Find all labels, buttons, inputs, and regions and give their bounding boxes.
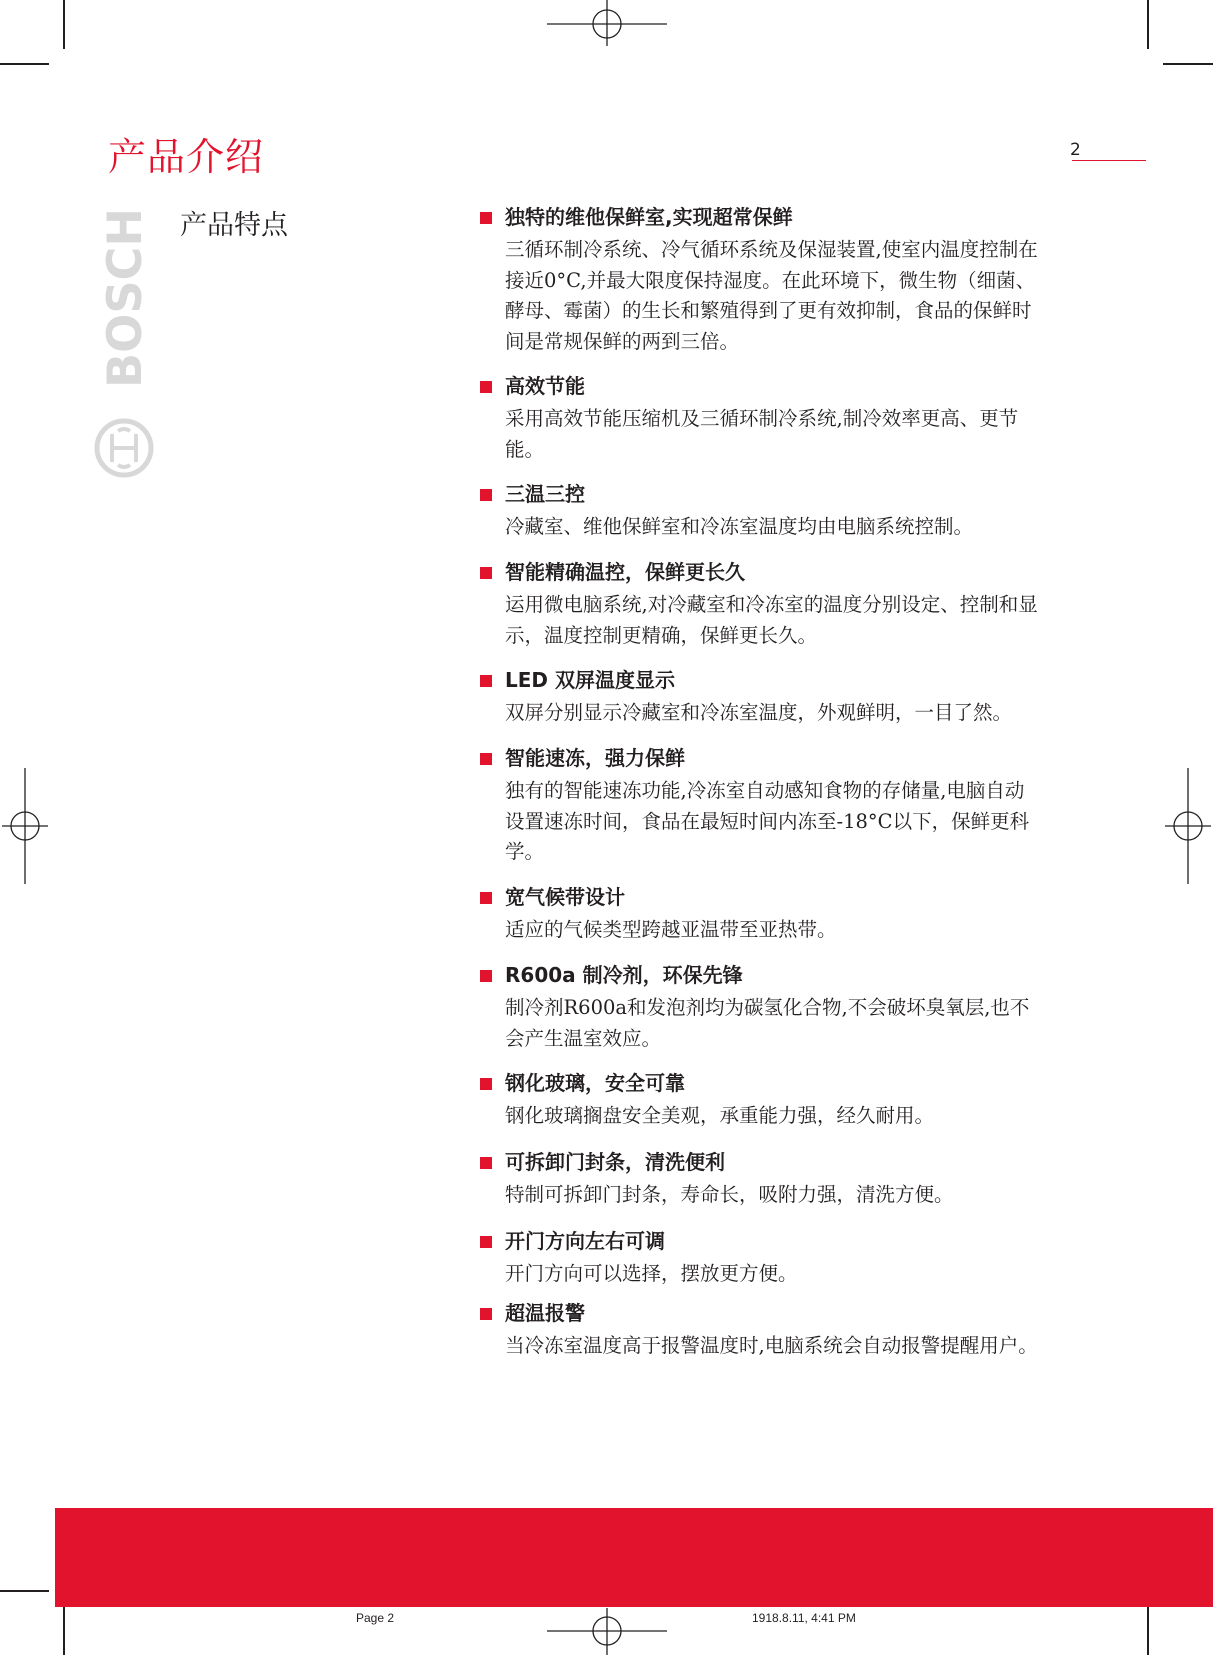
bullet-icon bbox=[480, 381, 492, 393]
feature-desc: 独有的智能速冻功能,冷冻室自动感知食物的存储量,电脑自动设置速冻时间，食品在最短时间内冻至-18°C以下，保鲜更科学。 bbox=[505, 779, 1030, 863]
registration-mark-right bbox=[1163, 766, 1213, 886]
page-number-rule bbox=[1072, 160, 1146, 161]
feature-desc: 钢化玻璃搁盘安全美观，承重能力强，经久耐用。 bbox=[505, 1104, 935, 1127]
feature-title: 钢化玻璃，安全可靠 bbox=[505, 1071, 685, 1095]
feature-desc: 特制可拆卸门封条，寿命长，吸附力强，清洗方便。 bbox=[505, 1183, 954, 1206]
feature-title: 独特的维他保鲜室,实现超常保鲜 bbox=[505, 205, 793, 229]
feature-desc: 开门方向可以选择，摆放更方便。 bbox=[505, 1262, 798, 1285]
crop-mark-top-left-h bbox=[0, 63, 49, 65]
feature-desc: 适应的气候类型跨越亚温带至亚热带。 bbox=[505, 918, 837, 941]
feature-desc: 双屏分别显示冷藏室和冷冻室温度，外观鲜明，一目了然。 bbox=[505, 701, 1013, 724]
crop-mark-top-right-v bbox=[1147, 0, 1149, 49]
bullet-icon bbox=[480, 970, 492, 982]
feature-title: 高效节能 bbox=[505, 374, 585, 398]
crop-mark-bottom-left-v bbox=[63, 1606, 65, 1655]
brand-wordmark bbox=[98, 204, 153, 390]
feature-title: 智能速冻，强力保鲜 bbox=[505, 746, 685, 770]
feature-desc: 当冷冻室温度高于报警温度时,电脑系统会自动报警提醒用户。 bbox=[505, 1334, 1038, 1357]
feature-desc: 运用微电脑系统,对冷藏室和冷冻室的温度分别设定、控制和显示，温度控制更精确，保鲜更长久。 bbox=[505, 593, 1038, 647]
feature-desc: 采用高效节能压缩机及三循环制冷系统,制冷效率更高、更节能。 bbox=[505, 407, 1019, 461]
registration-mark-left bbox=[0, 766, 50, 886]
print-page-label: Page 2 bbox=[356, 1611, 395, 1625]
feature-title: 可拆卸门封条，清洗便利 bbox=[505, 1150, 725, 1174]
bullet-icon bbox=[480, 1078, 492, 1090]
feature-desc: 冷藏室、维他保鲜室和冷冻室温度均由电脑系统控制。 bbox=[505, 515, 974, 538]
footer-band bbox=[55, 1508, 1213, 1607]
crop-mark-bottom-right-v bbox=[1147, 1606, 1149, 1655]
crop-mark-bottom-left-h bbox=[0, 1590, 49, 1592]
feature-title: R600a 制冷剂，环保先锋 bbox=[505, 963, 743, 987]
section-title: 产品介绍 bbox=[108, 135, 265, 179]
registration-mark-bottom bbox=[545, 1608, 669, 1655]
feature-desc: 制冷剂R600a和发泡剂均为碳氢化合物,不会破坏臭氧层,也不会产生温室效应。 bbox=[505, 996, 1030, 1050]
print-timestamp: 1918.8.11, 4:41 PM bbox=[752, 1611, 856, 1625]
bullet-icon bbox=[480, 892, 492, 904]
bullet-icon bbox=[480, 1236, 492, 1248]
bullet-icon bbox=[480, 753, 492, 765]
feature-desc: 三循环制冷系统、冷气循环系统及保湿装置,使室内温度控制在接近0°C,并最大限度保持湿度。在此环境下，微生物（细菌、酵母、霉菌）的生长和繁殖得到了更有效抑制，食品的保鲜时间是常规保鲜的两到三倍。 bbox=[505, 238, 1038, 353]
feature-title: 超温报警 bbox=[505, 1301, 585, 1325]
page-number: 2 bbox=[1070, 140, 1081, 160]
feature-title: 宽气候带设计 bbox=[505, 885, 625, 909]
bullet-icon bbox=[480, 1157, 492, 1169]
bullet-icon bbox=[480, 489, 492, 501]
crop-mark-top-right-h bbox=[1163, 63, 1213, 65]
bullet-icon bbox=[480, 1308, 492, 1320]
feature-title: 开门方向左右可调 bbox=[505, 1229, 665, 1253]
feature-title: 三温三控 bbox=[505, 482, 585, 506]
bullet-icon bbox=[480, 212, 492, 224]
feature-title: LED 双屏温度显示 bbox=[505, 668, 675, 692]
bosch-logo-icon bbox=[94, 418, 154, 478]
registration-mark-top bbox=[545, 0, 669, 48]
crop-mark-top-left-v bbox=[63, 0, 65, 49]
bullet-icon bbox=[480, 675, 492, 687]
bullet-icon bbox=[480, 567, 492, 579]
svg-text:BOSCH: BOSCH bbox=[98, 204, 153, 388]
feature-title: 智能精确温控，保鲜更长久 bbox=[505, 560, 745, 584]
subsection-title: 产品特点 bbox=[180, 210, 288, 241]
